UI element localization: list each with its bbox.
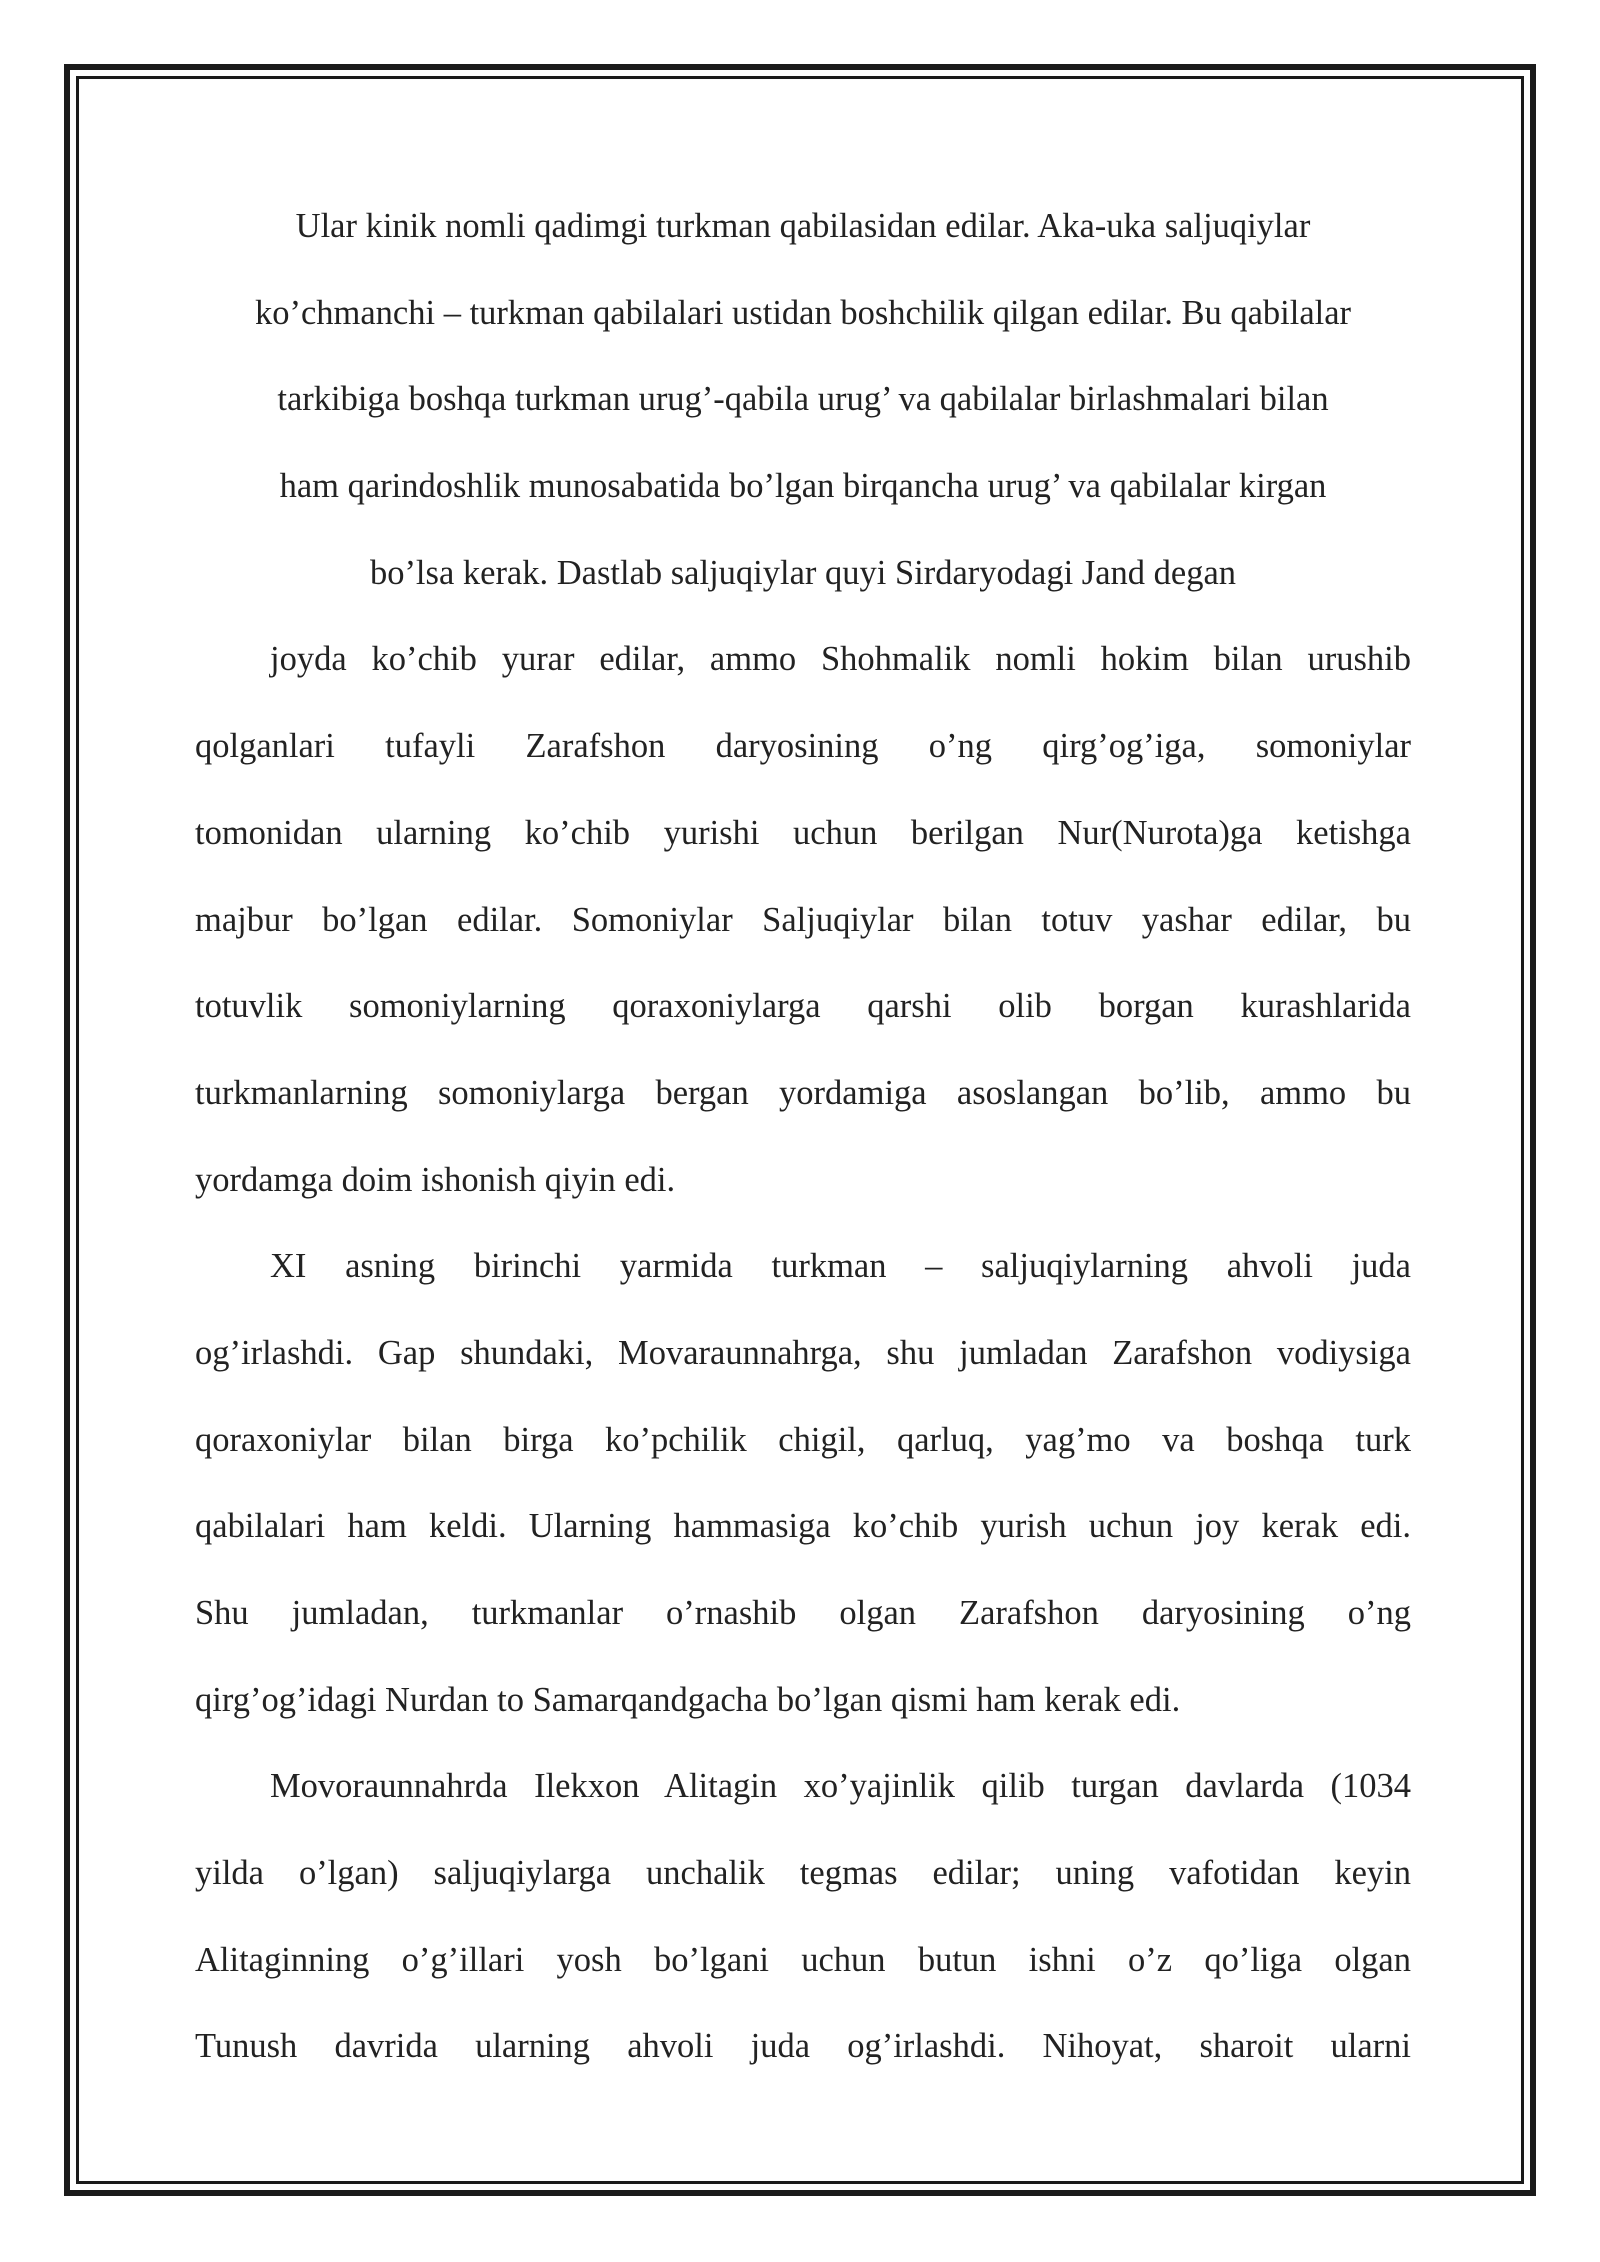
- text-line: ham qarindoshlik munosabatida bo’lgan birqancha urug’ va qabilalar kirgan: [279, 467, 1327, 506]
- text-line: tarkibiga boshqa turkman urug’-qabila urug’ va qabilalar birlashmalari bilan: [277, 380, 1329, 419]
- text-line: yilda o’lgan) saljuqiylarga unchalik tegmas edilar; uning vafotidan keyin: [195, 1854, 1411, 1893]
- text-line: Movoraunnahrda Ilekxon Alitagin xo’yajinlik qilib turgan davlarda (1034: [270, 1767, 1411, 1806]
- text-line: og’irlashdi. Gap shundaki, Movaraunnahrga, shu jumladan Zarafshon vodiysiga: [195, 1333, 1411, 1372]
- text-line: turkmanlarning somoniylarga bergan yordamiga asoslangan bo’lib, ammo bu: [195, 1073, 1411, 1112]
- text-line: totuvlik somoniylarning qoraxoniylarga qarshi olib borgan kurashlarida: [195, 987, 1411, 1026]
- text-line: qirg’og’idagi Nurdan to Samarqandgacha bo’lgan qismi ham kerak edi.: [195, 1680, 1181, 1719]
- document-body: [195, 183, 1411, 2090]
- text-line: ko’chmanchi – turkman qabilalari ustidan boshchilik qilgan edilar. Bu qabilalar: [254, 293, 1352, 332]
- text-line: Tunush davrida ularning ahvoli juda og’irlashdi. Nihoyat, sharoit ularni: [195, 2027, 1411, 2066]
- text-line: qoraxoniylar bilan birga ko’pchilik chigil, qarluq, yag’mo va boshqa turk: [195, 1420, 1411, 1459]
- text-line: majbur bo’lgan edilar. Somoniylar Saljuqiylar bilan totuv yashar edilar, bu: [195, 900, 1411, 939]
- text-line: joyda ko’chib yurar edilar, ammo Shohmalik nomli hokim bilan urushib: [270, 640, 1411, 679]
- text-line: qolganlari tufayli Zarafshon daryosining o’ng qirg’og’iga, somoniylar: [195, 727, 1411, 766]
- text-line: bo’lsa kerak. Dastlab saljuqiylar quyi Sirdaryodagi Jand degan: [369, 553, 1237, 592]
- text-line: tomonidan ularning ko’chib yurishi uchun berilgan Nur(Nurota)ga ketishga: [195, 813, 1411, 852]
- text-line: Shu jumladan, turkmanlar o’rnashib olgan Zarafshon daryosining o’ng: [195, 1594, 1411, 1632]
- text-line: yordamga doim ishonish qiyin edi.: [195, 1160, 676, 1199]
- text-line: Ular kinik nomli qadimgi turkman qabilasidan edilar. Aka-uka saljuqiylar: [295, 207, 1311, 245]
- text-line: qabilalari ham keldi. Ularning hammasiga ko’chib yurish uchun joy kerak edi.: [195, 1507, 1411, 1546]
- text-line: Alitaginning o’g’illari yosh bo’lgani uchun butun ishni o’z qo’liga olgan: [195, 1940, 1411, 1979]
- text-line: XI asning birinchi yarmida turkman – saljuqiylarning ahvoli juda: [270, 1247, 1411, 1286]
